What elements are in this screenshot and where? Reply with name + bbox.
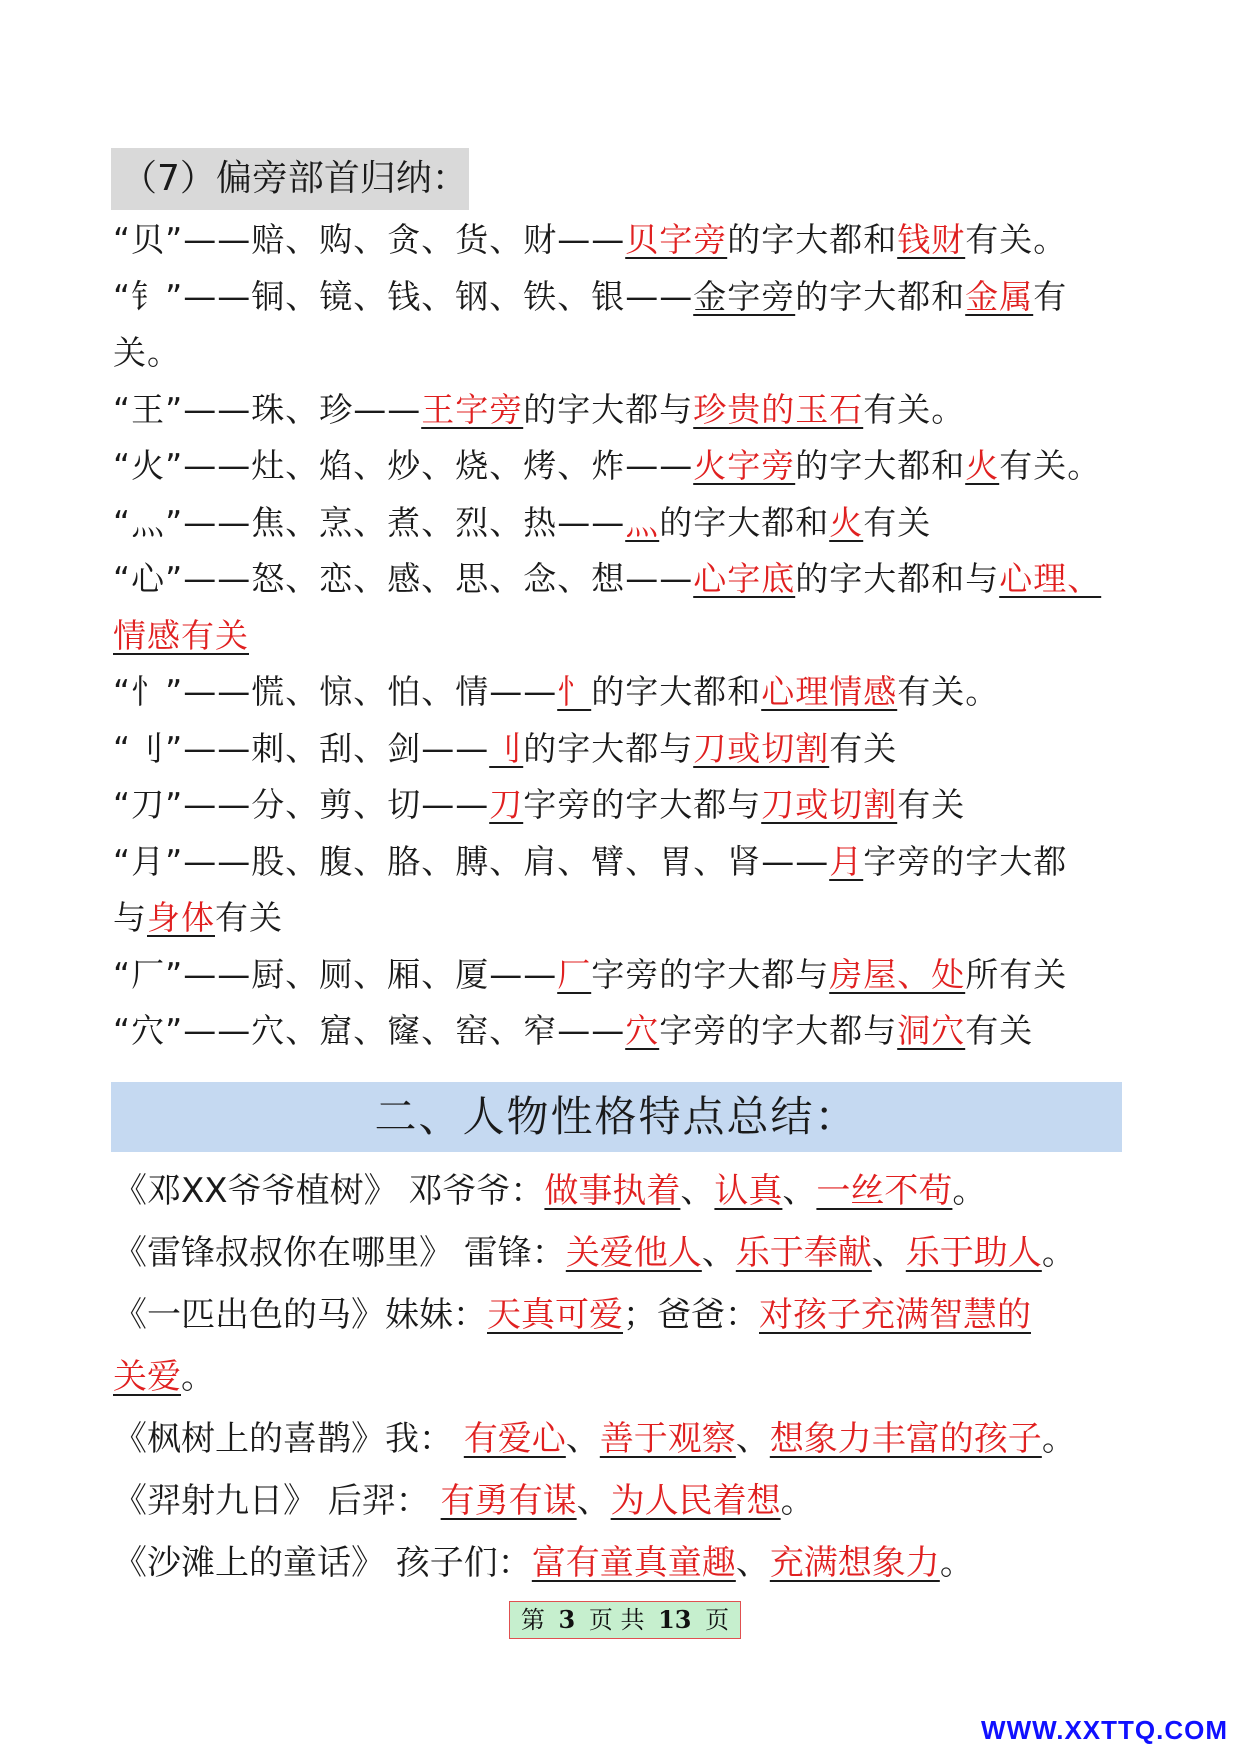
line-text: “刀”——分、剪、切—— xyxy=(113,785,490,824)
line-text: 的字大都与 xyxy=(523,728,694,768)
radical-line-r6b xyxy=(113,608,1125,665)
answer-fill: 富有童真童趣 xyxy=(531,1543,736,1583)
character-line-c3b xyxy=(113,1346,1125,1408)
answer-fill: 关爱他人 xyxy=(565,1233,702,1273)
line-text: 《雷锋叔叔你在哪里》 雷锋： xyxy=(113,1233,566,1273)
answer-fill: 心字底 xyxy=(693,559,796,598)
answer-fill: 穴 xyxy=(625,1011,660,1050)
line-text: 《一匹出色的马》妹妹： xyxy=(113,1295,487,1335)
answer-fill: 钱财 xyxy=(897,220,966,259)
answer-fill: 有爱心 xyxy=(463,1419,566,1459)
answer-fill: 想象力丰富的孩子 xyxy=(769,1419,1042,1459)
radical-line-r4 xyxy=(113,438,1125,495)
answer-fill: 为人民着想 xyxy=(610,1481,781,1521)
line-text: 关。 xyxy=(113,333,181,372)
line-text: 有关。 xyxy=(897,672,1000,711)
line-text: 的字大都和 xyxy=(795,446,966,485)
line-text: 的字大都和与 xyxy=(795,559,1000,598)
answer-fill: 一丝不苟 xyxy=(816,1171,953,1211)
answer-fill: 灬 xyxy=(625,502,660,542)
answer-fill: 房屋、处 xyxy=(829,954,966,994)
answer-fill: 厂 xyxy=(557,954,592,994)
line-text: 有关 xyxy=(965,1011,1034,1050)
answer-fill: 火字旁 xyxy=(693,446,796,485)
line-text: 。 xyxy=(1041,1233,1076,1273)
footer-suffix: 页 xyxy=(705,1606,730,1634)
line-text: 、 xyxy=(701,1233,736,1273)
answer-fill: 刀或切割 xyxy=(761,785,898,824)
line-text: 所有关 xyxy=(965,954,1068,994)
character-line-c3 xyxy=(113,1284,1125,1346)
line-text: 字旁的字大都与 xyxy=(591,954,830,994)
answer-fill: 做事执着 xyxy=(544,1171,681,1211)
line-text: 、 xyxy=(735,1419,770,1459)
line-text: “钅”——铜、镜、钱、钢、铁、银—— xyxy=(113,276,694,316)
character-line-c5 xyxy=(113,1470,1125,1532)
character-line-c2 xyxy=(113,1222,1125,1284)
footer-middle: 页 共 xyxy=(588,1606,645,1634)
site-watermark: WWW.XXTTQ.COM xyxy=(981,1715,1228,1745)
character-line-c4 xyxy=(113,1408,1125,1470)
line-text: 有关 xyxy=(215,898,283,937)
footer-page-number: 3 xyxy=(558,1605,576,1634)
answer-fill: 刀或切割 xyxy=(693,728,830,768)
footer-prefix: 第 xyxy=(520,1606,545,1634)
line-text: 。 xyxy=(780,1481,815,1521)
line-text: 有关 xyxy=(829,728,898,768)
answer-fill: 王字旁 xyxy=(421,389,524,429)
line-text: 《邓XX爷爷植树》 邓爷爷： xyxy=(113,1171,545,1211)
line-text: “王”——珠、珍—— xyxy=(113,389,422,429)
line-text: 有关。 xyxy=(999,446,1102,485)
line-text: 的字大都和 xyxy=(659,502,830,542)
line-text: 、 xyxy=(782,1171,817,1211)
line-text: 字旁的字大都 xyxy=(863,841,1068,881)
radical-line-r10 xyxy=(113,834,1125,891)
line-text: 字旁的字大都与 xyxy=(659,1011,898,1050)
answer-fill: 珍贵的玉石 xyxy=(693,389,864,429)
answer-fill: 火 xyxy=(829,502,864,542)
radical-line-r1 xyxy=(113,212,1125,269)
radical-line-r11 xyxy=(113,947,1125,1004)
answer-fill: 关爱 xyxy=(113,1357,181,1397)
answer-fill: 身体 xyxy=(147,898,215,937)
line-text: “心”——怒、恋、感、思、念、想—— xyxy=(113,559,694,598)
line-text: 的字大都与 xyxy=(523,389,694,429)
line-text: “厂”——厨、厕、厢、厦—— xyxy=(113,954,558,994)
line-text: “灬”——焦、烹、煮、烈、热—— xyxy=(113,502,626,542)
answer-fill: 对孩子充满智慧的 xyxy=(759,1295,1031,1335)
line-text: 、 xyxy=(680,1171,715,1211)
answer-fill: 金属 xyxy=(965,276,1034,316)
page-footer xyxy=(509,1601,741,1639)
character-line-c6 xyxy=(113,1532,1125,1594)
line-text: “刂”——刺、刮、剑—— xyxy=(113,728,490,768)
answer-fill: 有勇有谋 xyxy=(440,1481,577,1521)
radical-line-r8 xyxy=(113,721,1125,778)
radical-line-r10b xyxy=(113,890,1125,947)
line-text: 。 xyxy=(181,1357,215,1397)
line-text: “忄”——慌、惊、怕、情—— xyxy=(113,672,558,711)
radical-line-r2b xyxy=(113,325,1125,382)
line-text: “月”——股、腹、胳、膊、肩、臂、胃、肾—— xyxy=(113,841,830,881)
answer-fill: 充满想象力 xyxy=(769,1543,940,1583)
answer-fill: 忄 xyxy=(557,672,592,711)
line-text: ；爸爸： xyxy=(623,1295,759,1335)
line-text: 的字大都和 xyxy=(795,276,966,316)
line-text: 、 xyxy=(565,1419,600,1459)
line-text: 。 xyxy=(1041,1419,1076,1459)
line-text: 、 xyxy=(576,1481,611,1521)
line-text: 有关 xyxy=(897,785,966,824)
answer-fill: 善于观察 xyxy=(599,1419,736,1459)
footer-total-pages: 13 xyxy=(658,1605,692,1634)
answer-fill: 认真 xyxy=(714,1171,783,1211)
line-text: 。 xyxy=(939,1543,974,1583)
radical-summary-list xyxy=(113,212,1125,1060)
line-text: 《沙滩上的童话》 孩子们： xyxy=(113,1543,532,1583)
answer-fill: 天真可爱 xyxy=(487,1295,623,1335)
answer-fill: 洞穴 xyxy=(897,1011,966,1050)
line-text: “穴”——穴、窟、窿、窑、窄—— xyxy=(113,1011,626,1050)
line-text: 有关。 xyxy=(863,389,966,429)
line-text: “贝”——赔、购、贪、货、财—— xyxy=(113,220,626,259)
radical-line-r6 xyxy=(113,551,1125,608)
section-heading: （7）偏旁部首归纳： xyxy=(111,148,469,210)
line-text: 《枫树上的喜鹊》我： xyxy=(113,1419,464,1459)
radical-line-r2 xyxy=(113,269,1125,326)
radical-line-r7 xyxy=(113,664,1125,721)
character-line-c1 xyxy=(113,1160,1125,1222)
character-summary-list xyxy=(113,1160,1125,1594)
radical-line-r9 xyxy=(113,777,1125,834)
answer-fill: 刀 xyxy=(489,785,524,824)
line-text: 的字大都和 xyxy=(591,672,762,711)
answer-fill: 刂 xyxy=(489,728,524,768)
answer-fill: 乐于助人 xyxy=(905,1233,1042,1273)
radical-line-r3 xyxy=(113,382,1125,439)
answer-fill: 月 xyxy=(829,841,864,881)
character-section-banner: 二、人物性格特点总结： xyxy=(111,1082,1122,1152)
line-text: 的字大都和 xyxy=(727,220,898,259)
answer-fill: 火 xyxy=(965,446,1000,485)
line-text: “火”——灶、焰、炒、烧、烤、炸—— xyxy=(113,446,694,485)
line-text: 有 xyxy=(1033,276,1068,316)
answer-fill: 金字旁 xyxy=(693,276,796,316)
answer-fill: 情感有关 xyxy=(113,615,249,655)
line-text: 与 xyxy=(113,898,147,937)
radical-line-r5 xyxy=(113,495,1125,552)
line-text: 字旁的字大都与 xyxy=(523,785,762,824)
radical-line-r12 xyxy=(113,1003,1125,1060)
answer-fill: 心理情感 xyxy=(761,672,898,711)
line-text: 《羿射九日》 后羿： xyxy=(113,1481,441,1521)
answer-fill: 乐于奉献 xyxy=(735,1233,872,1273)
line-text: 。 xyxy=(952,1171,987,1211)
answer-fill: 心理、 xyxy=(999,559,1102,598)
answer-fill: 贝字旁 xyxy=(625,220,728,259)
line-text: 有关。 xyxy=(965,220,1068,259)
line-text: 有关 xyxy=(863,502,932,542)
line-text: 、 xyxy=(871,1233,906,1273)
line-text: 、 xyxy=(735,1543,770,1583)
